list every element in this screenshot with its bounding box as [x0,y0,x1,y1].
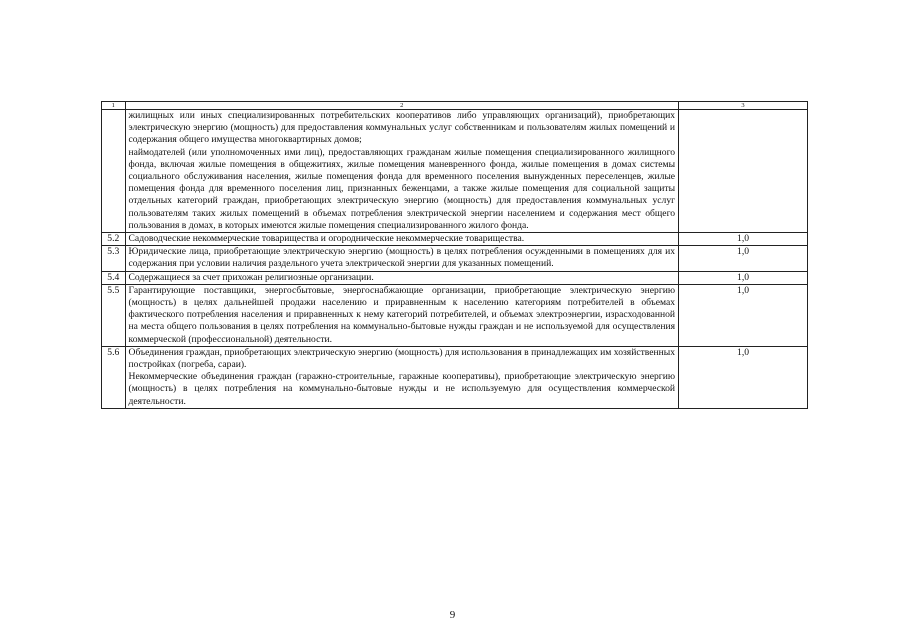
table-row-continuation [102,110,808,233]
row-description [125,271,679,284]
row-number: 5.4 [102,271,126,284]
row-description [125,346,679,408]
row-number: 5.3 [102,246,126,271]
row-paragraph: Садоводческие некоммерческие товарищества и огороднические некоммерческие товарищества. [128,233,525,245]
row-value [679,110,808,233]
table-row [102,246,808,271]
row-number: 5.5 [102,284,126,346]
row-description [125,246,679,271]
tariff-coefficient-table [101,101,808,409]
header-col-2: 2 [125,102,679,110]
row-number: 5.2 [102,233,126,246]
row-value: 1,0 [679,271,808,284]
header-col-3: 3 [679,102,808,110]
row-paragraph: Гарантирующие поставщики, энергосбытовые, энергоснабжающие организации, приобретающие электрическую энергию (мощность) в целях дальнейшей продажи населению и приравненным к населению категориям потребителей в объемах фактического потребления населения и приравненных к нему категорий потребителей, и объемах электроэнергии, израсходованной на места общего пользования в целях потребления на коммунально-бытовые нужды граждан и не используемой для осуществления коммерческой (профессиональной) деятельности. [128,284,676,345]
row-value: 1,0 [679,233,808,246]
row-value: 1,0 [679,346,808,408]
page-number: 9 [449,609,456,621]
table-row [102,233,808,246]
row-paragraph: Юридические лица, приобретающие электрическую энергию (мощность) в целях потребления осужденными в помещениях для их содержания при условии наличия раздельного учета электрической энергии для указанных помещений. [128,246,676,270]
row-description [125,233,679,246]
table-header-row [102,102,808,110]
row-description [125,110,679,233]
header-col-1: 1 [102,102,126,110]
row-value: 1,0 [679,246,808,271]
row-paragraph: Содержащиеся за счет прихожан религиозные организации. [128,271,374,283]
row-paragraph: Некоммерческие объединения граждан (гаражно-строительные, гаражные кооперативы), приобретающие электрическую энергию (мощность) в целях потребления на коммунально-бытовые нужды и не используемую для осуществления коммерческой деятельности. [128,371,676,407]
table-row [102,284,808,346]
row-paragraph: жилищных или иных специализированных потребительских кооперативов либо управляющих организаций), приобретающих электрическую энергию (мощность) для предоставления коммунальных услуг собственникам и пользователям жилых помещений и содержания общего имущества многоквартирных домов; [128,110,676,146]
row-value: 1,0 [679,284,808,346]
row-paragraph: наймодателей (или уполномоченных ими лиц), предоставляющих гражданам жилые помещения специализированного жилищного фонда, включая жилые помещения в общежитиях, жилые помещения маневренного фонда, жилые помещения в домах системы социального обслуживания населения, жилые помещения фонда для временного поселения вынужденных переселенцев, жилые помещения фонда для временного поселения лиц, признанных беженцами, а также жилые помещения для социальной защиты отдельных категорий граждан, приобретающих электрическую энергию (мощность) для предоставления коммунальных услуг пользователям таких жилых помещений в объемах потребления электрической энергии населением и содержания мест общего пользования в домах, в которых имеются жилые помещения специализированного жилого фонда. [128,146,676,231]
row-paragraph: Объединения граждан, приобретающих электрическую энергию (мощность) для использования в принадлежащих им хозяйственных постройках (погреба, сараи). [128,346,676,371]
row-description [125,284,679,346]
table-row [102,271,808,284]
table-row [102,346,808,408]
row-number: 5.6 [102,346,126,408]
row-number [102,110,126,233]
